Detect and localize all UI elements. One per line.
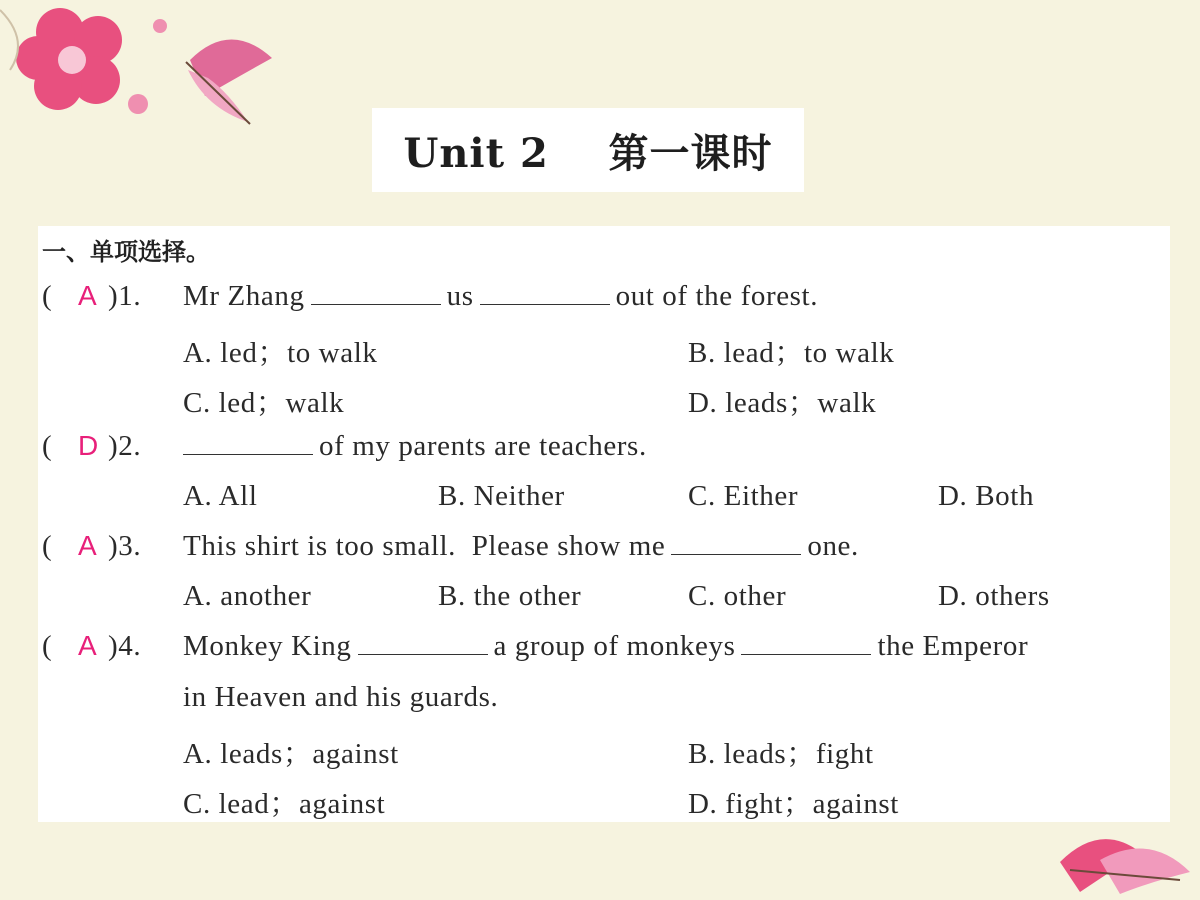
flower-decoration-top-left <box>0 0 300 140</box>
answer-3: A <box>78 530 98 561</box>
answer-blank <box>741 632 871 655</box>
question-number: )3. <box>108 530 142 562</box>
question-2 <box>38 430 1170 466</box>
question-stem: of my parents are teachers. <box>183 430 647 463</box>
option: B. Neither <box>438 480 565 512</box>
option: C. other <box>688 580 787 612</box>
option: A. leads；against <box>183 738 399 770</box>
answer-blank <box>311 282 441 305</box>
answer-blank <box>480 282 610 305</box>
question-number: )2. <box>108 430 142 462</box>
option: A. led；to walk <box>183 337 378 369</box>
option: B. lead；to walk <box>688 337 895 369</box>
paren-open: ( <box>42 530 53 562</box>
option: D. others <box>938 580 1050 612</box>
answer-4: A <box>78 630 98 661</box>
question-stem: This shirt is too small. Please show me one. <box>183 530 859 562</box>
option: C. Either <box>688 480 799 512</box>
option: A. another <box>183 580 312 612</box>
question-stem: Mr Zhang us out of the forest. <box>183 280 819 312</box>
option: D. Both <box>938 480 1035 512</box>
option: A. All <box>183 480 258 512</box>
question-stem: Monkey King a group of monkeys the Emperor <box>183 630 1029 662</box>
answer-1: A <box>78 280 98 311</box>
option: C. lead；against <box>183 788 386 820</box>
butterfly-decoration-bottom-right <box>1040 822 1200 900</box>
question-3 <box>38 530 1170 566</box>
question-number: )1. <box>108 280 142 312</box>
answer-2: D <box>78 430 99 461</box>
question-1 <box>38 280 1170 316</box>
paren-open: ( <box>42 430 53 462</box>
answer-blank <box>671 532 801 555</box>
option: C. led；walk <box>183 387 345 419</box>
question-number: )4. <box>108 630 142 662</box>
question-4 <box>38 630 1170 666</box>
title-box <box>372 108 804 192</box>
option: B. the other <box>438 580 582 612</box>
exercise-panel <box>38 226 1170 822</box>
section-heading: 一、单项选择。 <box>42 238 210 266</box>
page-title: Unit 2 第一课时 <box>403 129 773 177</box>
question-4-continuation: in Heaven and his guards. <box>183 681 499 713</box>
paren-open: ( <box>42 280 53 312</box>
option: B. leads；fight <box>688 738 874 770</box>
option: D. leads；walk <box>688 387 877 419</box>
answer-blank <box>358 632 488 655</box>
option: D. fight；against <box>688 788 899 820</box>
answer-blank <box>183 432 313 455</box>
paren-open: ( <box>42 630 53 662</box>
